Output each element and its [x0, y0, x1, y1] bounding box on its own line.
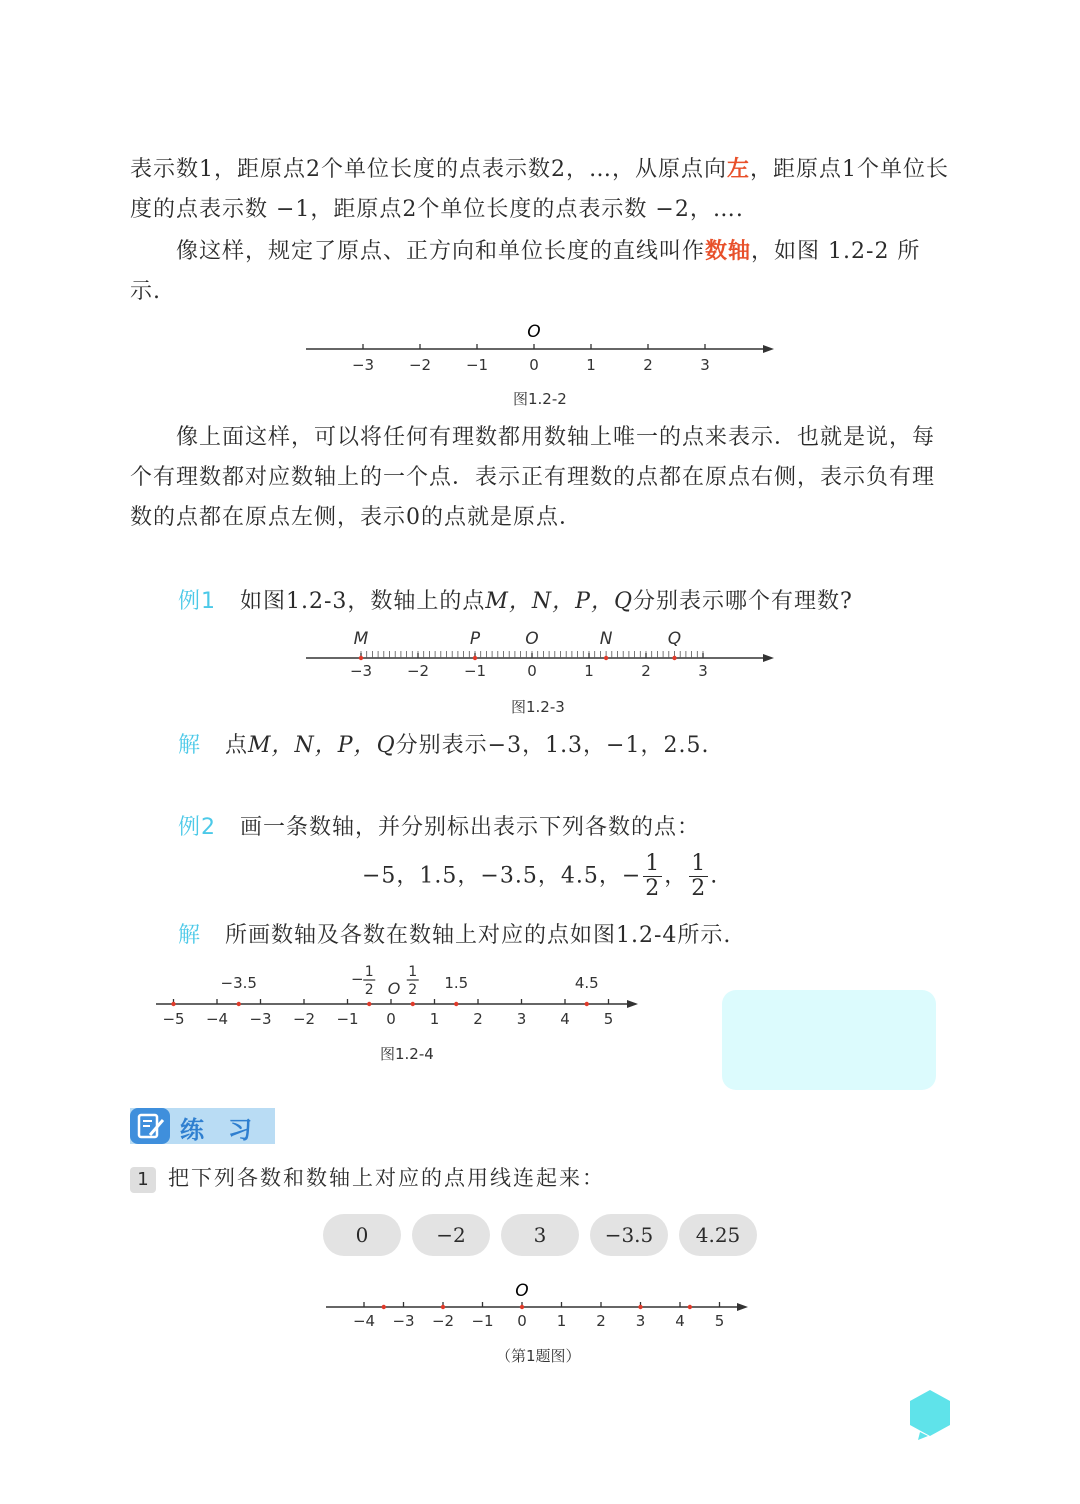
- tick-label: −5: [162, 1010, 185, 1028]
- tick-label: 1: [556, 1312, 567, 1330]
- figure-1-2-4-caption: 图1.2-4: [380, 1045, 434, 1063]
- tick-label: 2: [473, 1010, 483, 1028]
- tick-label: 3: [700, 356, 710, 374]
- point-dot-Q: [672, 656, 676, 660]
- point-label-M: M: [353, 629, 369, 649]
- tick-label: −2: [406, 662, 430, 680]
- figure-1-2-2-number-line: [300, 315, 780, 385]
- answer-pill-3[interactable]: 3: [501, 1214, 579, 1256]
- example-2-numbers: [362, 852, 718, 901]
- fraction-numerator: 1: [364, 964, 374, 980]
- example-2: [178, 808, 958, 848]
- tick-label: 5: [714, 1312, 725, 1330]
- paragraph-3: 像上面这样，可以将任何有理数都用数轴上唯一的点来表示．也就是说，每个有理数都对应数轴上的一个点．表示正有理数的点都在原点右侧，表示负有理数的点都在原点左侧，表示0的点就是原点．: [130, 425, 936, 530]
- pencil-note-icon: [130, 1108, 170, 1144]
- solution-2-label: 解: [178, 923, 202, 948]
- solution-1-points: M，N，P，Q: [248, 733, 396, 758]
- answer-pill-neg2[interactable]: −2: [412, 1214, 490, 1256]
- tick-label: −2: [292, 1010, 316, 1028]
- example-1-text-b: 分别表示哪个有理数?: [633, 589, 853, 614]
- value-dot: [237, 1002, 241, 1006]
- point-dot-P: [473, 656, 477, 660]
- practice-header: [130, 1108, 275, 1144]
- origin-label: O: [527, 322, 541, 342]
- fraction-denominator: 2: [364, 982, 374, 998]
- figure-1-2-4-number-line: [150, 960, 650, 1035]
- practice-title: 练 习: [180, 1116, 252, 1144]
- example-2-end: .: [710, 863, 719, 889]
- point-label-N: N: [599, 629, 613, 649]
- tick-label: −1: [336, 1010, 359, 1028]
- highlight-number-line: 数轴: [705, 239, 752, 264]
- solution-1: [178, 726, 958, 766]
- fraction-denominator: 2: [408, 982, 418, 998]
- example-2-fraction-pos: [689, 852, 708, 901]
- point-dot-M: [359, 656, 363, 660]
- question-1-text: 把下列各数和数轴上对应的点用线连起来：: [168, 1166, 605, 1190]
- question-1-number: 1: [130, 1167, 156, 1193]
- target-dot: [688, 1305, 692, 1309]
- tick-label: −4: [352, 1312, 376, 1330]
- target-dot: [382, 1305, 386, 1309]
- tick-label: 2: [596, 1312, 606, 1330]
- fraction-numerator: 1: [691, 851, 707, 876]
- example-1: [178, 582, 958, 622]
- tick-label: −1: [465, 356, 489, 374]
- answer-pill-0[interactable]: 0: [323, 1214, 401, 1256]
- example-1-text-a: 如图1.2-3，数轴上的点: [239, 589, 486, 614]
- solution-1-label: 解: [178, 733, 202, 758]
- value-dot: [454, 1002, 458, 1006]
- example-2-separator: ，: [664, 863, 688, 889]
- solution-2: [178, 916, 958, 956]
- origin-label: O: [515, 1281, 529, 1301]
- figure-1-2-3-number-line: [300, 624, 780, 684]
- tick-label: 1: [429, 1010, 440, 1028]
- example-1-label: 例1: [178, 589, 216, 614]
- tick-label: −2: [431, 1312, 455, 1330]
- fraction-denominator: 2: [691, 876, 707, 901]
- tick-label: 2: [641, 662, 651, 680]
- point-dot-N: [604, 656, 608, 660]
- fraction-numerator: 1: [408, 964, 418, 980]
- value-label: 1.5: [444, 974, 469, 992]
- paragraph-2: [130, 232, 950, 312]
- paragraph-2-text-a: 像这样，规定了原点、正方向和单位长度的直线叫作: [176, 239, 706, 264]
- value-dot: [367, 1002, 371, 1006]
- figure-1-2-3-caption: 图1.2-3: [511, 698, 565, 716]
- tick-label: 3: [516, 1010, 527, 1028]
- fraction-numerator: 1: [645, 851, 661, 876]
- tick-label: −3: [351, 356, 375, 374]
- tick-label: 4: [675, 1312, 685, 1330]
- practice-figure-caption: （第1题图）: [496, 1347, 581, 1365]
- tick-label: 2: [643, 356, 653, 374]
- tick-label: 5: [603, 1010, 614, 1028]
- page-corner-hexagon-icon: [906, 1388, 954, 1442]
- value-dot: [411, 1002, 415, 1006]
- value-label: −3.5: [220, 974, 257, 992]
- tick-label: −3: [249, 1010, 272, 1028]
- point-label-Q: Q: [667, 629, 682, 649]
- target-dot: [638, 1305, 642, 1309]
- tick-label: −3: [349, 662, 373, 680]
- practice-icon: [130, 1108, 170, 1144]
- target-dot: [441, 1305, 445, 1309]
- point-label-O: O: [525, 629, 539, 649]
- solution-2-text: 所画数轴及各数在数轴上对应的点如图1.2-4所示.: [225, 923, 732, 948]
- point-label-P: P: [469, 629, 481, 649]
- solution-1-text-a: 点: [225, 733, 249, 758]
- fraction-denominator: 2: [645, 876, 661, 901]
- tick-label: −1: [471, 1312, 494, 1330]
- highlight-left: 左: [727, 157, 751, 182]
- tick-label: 3: [698, 662, 708, 680]
- example-2-number-list: −5，1.5，−3.5，4.5，: [362, 863, 622, 889]
- tick-label: 0: [517, 1312, 527, 1330]
- tick-label: 1: [584, 662, 594, 680]
- value-dot: [171, 1002, 175, 1006]
- tick-label: 0: [386, 1010, 396, 1028]
- practice-number-line: [320, 1276, 760, 1336]
- margin-note-box: [722, 990, 936, 1090]
- tick-label: 4: [560, 1010, 570, 1028]
- tick-label: 1: [586, 356, 596, 374]
- paragraph-1-text-a: 表示数1，距原点2个单位长度的点表示数2，…，从原点向: [130, 157, 727, 182]
- example-2-label: 例2: [178, 815, 216, 840]
- value-label: 4.5: [574, 974, 599, 992]
- fraction-minus: −: [350, 970, 364, 988]
- tick-label: 0: [527, 662, 537, 680]
- tick-label: −1: [463, 662, 487, 680]
- solution-1-text-b: 分别表示−3，1.3，−1，2.5.: [395, 733, 710, 758]
- example-2-neg-sign: −: [621, 863, 642, 889]
- example-2-text: 画一条数轴，并分别标出表示下列各数的点：: [239, 815, 700, 840]
- target-dot: [520, 1305, 524, 1309]
- tick-label: 0: [529, 356, 539, 374]
- tick-label: −4: [205, 1010, 229, 1028]
- value-dot: [585, 1002, 589, 1006]
- origin-label: O: [387, 979, 401, 998]
- answer-pill-4-25[interactable]: 4.25: [679, 1214, 757, 1256]
- tick-label: −2: [408, 356, 432, 374]
- example-1-points: M，N，P，Q: [485, 589, 634, 614]
- example-2-fraction-neg: [643, 852, 662, 901]
- answer-pill-neg3-5[interactable]: −3.5: [590, 1214, 668, 1256]
- paragraph-2-text-b: ，如图 1.2-2 所示.: [130, 239, 921, 304]
- figure-1-2-2-caption: 图1.2-2: [513, 390, 567, 408]
- paragraph-1-text-b: ，距原点1个单位长度的点表示数 −1，距原点2个单位长度的点表示数 −2，….: [130, 157, 950, 222]
- tick-label: 3: [635, 1312, 646, 1330]
- paragraph-1: [130, 150, 950, 230]
- tick-label: −3: [392, 1312, 415, 1330]
